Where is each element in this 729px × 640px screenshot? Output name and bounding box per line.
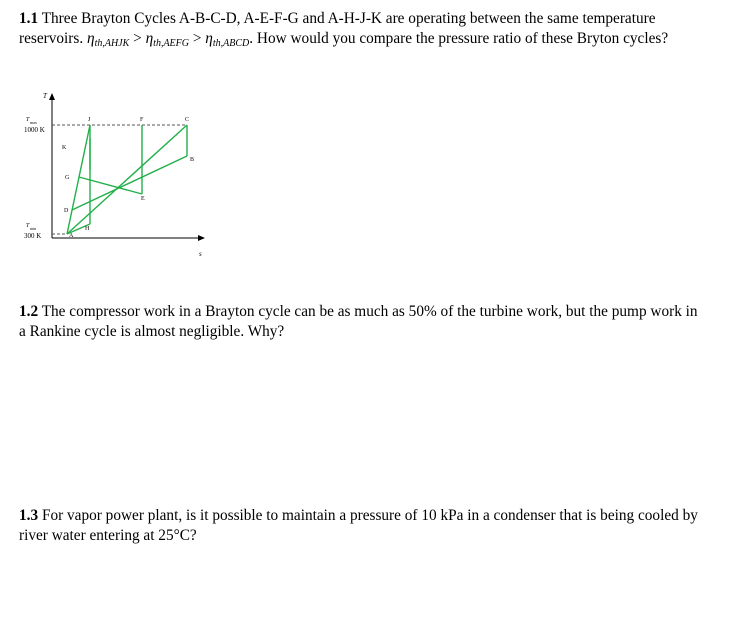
tmax-subscript: max bbox=[30, 120, 37, 125]
point-label-a: A bbox=[69, 233, 74, 239]
eta-symbol: η bbox=[205, 30, 213, 47]
question-1-1 bbox=[19, 9, 699, 49]
s-axis-arrow bbox=[198, 235, 205, 241]
tmin-symbol: T bbox=[26, 223, 30, 229]
tmax-symbol: T bbox=[26, 117, 30, 123]
point-label-c: C bbox=[185, 117, 190, 123]
question-1-3 bbox=[19, 506, 699, 546]
heat-addition-a-c bbox=[67, 125, 187, 234]
ts-diagram bbox=[22, 88, 222, 268]
question-text-end: . How would you compare the pressure ratio of these Bryton cycles? bbox=[249, 30, 669, 47]
point-label-d: D bbox=[64, 208, 69, 214]
question-number: 1.3 bbox=[19, 507, 39, 524]
point-label-f: F bbox=[140, 117, 144, 123]
t-axis-label: T bbox=[43, 92, 47, 100]
tmax-value: 1000 K bbox=[24, 126, 45, 134]
point-label-k: K bbox=[62, 145, 67, 151]
greater-than: > bbox=[133, 30, 142, 47]
eta-symbol: η bbox=[86, 30, 95, 47]
point-label-j: J bbox=[88, 117, 91, 123]
efficiency-subscript-aefg: th,AEFG bbox=[153, 38, 189, 49]
question-1-2 bbox=[19, 302, 699, 342]
question-text: Three Brayton Cycles A-B-C-D, A-E-F-G and A-H-J-K are operating between the same temperature reservoirs. bbox=[19, 10, 656, 47]
efficiency-inequality bbox=[87, 30, 249, 47]
tmin-subscript: min bbox=[30, 226, 37, 231]
question-number: 1.2 bbox=[19, 303, 39, 320]
point-label-g: G bbox=[65, 175, 70, 181]
efficiency-subscript-ahjk: th,AHJK bbox=[94, 38, 130, 49]
question-number: 1.1 bbox=[19, 10, 39, 27]
heat-rejection-b-d bbox=[72, 156, 187, 210]
t-axis-arrow bbox=[49, 93, 55, 100]
point-label-b: B bbox=[190, 157, 195, 163]
s-axis-label: s bbox=[199, 250, 202, 258]
greater-than: > bbox=[192, 30, 202, 47]
tmin-value: 300 K bbox=[24, 232, 42, 240]
point-label-h: H bbox=[85, 226, 90, 232]
efficiency-subscript-abcd: th,ABCD bbox=[212, 38, 250, 49]
question-text: The compressor work in a Brayton cycle can be as much as 50% of the turbine work, but the pump work in a Rankine cycle is almost negligible. Why? bbox=[19, 303, 698, 340]
question-text: For vapor power plant, is it possible to maintain a pressure of 10 kPa in a condenser that is being cooled by river water entering at 25°C? bbox=[19, 507, 698, 544]
eta-symbol: η bbox=[145, 30, 154, 47]
point-label-e: E bbox=[141, 196, 145, 202]
